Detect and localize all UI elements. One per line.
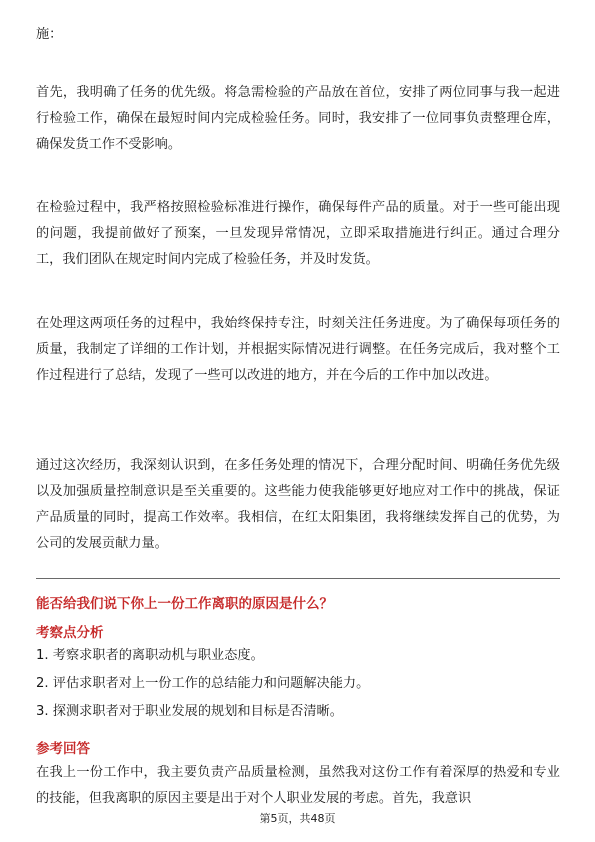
analysis-item-2: 2. 评估求职者对上一份工作的总结能力和问题解决能力。	[36, 676, 370, 691]
analysis-item-3: 3. 探测求职者对于职业发展的规划和目标是否清晰。	[36, 704, 343, 719]
intro-fragment: 施：	[36, 27, 63, 42]
body-paragraph-3: 在处理这两项任务的过程中，我始终保持专注，时刻关注任务进度。为了确保每项任务的质量，我制定了详细的工作计划，并根据实际情况进行调整。在任务完成后，我对整个工作过程进行了总结，发现了一些可以改进的地方，并在今后的工作中加以改进。	[36, 316, 560, 383]
body-paragraph-1: 首先，我明确了任务的优先级。将急需检验的产品放在首位，安排了两位同事与我一起进行检验工作，确保在最短时间内完成检验任务。同时，我安排了一位同事负责整理仓库，确保发货工作不受影响。	[36, 85, 560, 152]
analysis-heading: 考察点分析	[36, 625, 104, 641]
body-paragraph-2: 在检验过程中，我严格按照检验标准进行操作，确保每件产品的质量。对于一些可能出现的问题，我提前做好了预案，一旦发现异常情况，立即采取措施进行纠正。通过合理分工，我们团队在规定时间内完成了检验任务，并及时发货。	[36, 200, 560, 267]
question-title: 能否给我们说下你上一份工作离职的原因是什么？	[36, 596, 333, 612]
section-divider	[36, 578, 560, 579]
answer-text: 在我上一份工作中，我主要负责产品质量检测，虽然我对这份工作有着深厚的热爱和专业的技能，但我离职的原因主要是出于对个人职业发展的考虑。首先，我意识	[36, 765, 560, 806]
answer-heading: 参考回答	[36, 741, 90, 757]
page-number-footer: 第5页，共48页	[259, 812, 336, 825]
body-paragraph-4: 通过这次经历，我深刻认识到，在多任务处理的情况下，合理分配时间、明确任务优先级以及加强质量控制意识是至关重要的。这些能力使我能够更好地应对工作中的挑战，保证产品质量的同时，提高工作效率。我相信，在红太阳集团，我将继续发挥自己的优势，为公司的发展贡献力量。	[36, 458, 560, 551]
analysis-item-1: 1. 考察求职者的离职动机与职业态度。	[36, 648, 264, 663]
